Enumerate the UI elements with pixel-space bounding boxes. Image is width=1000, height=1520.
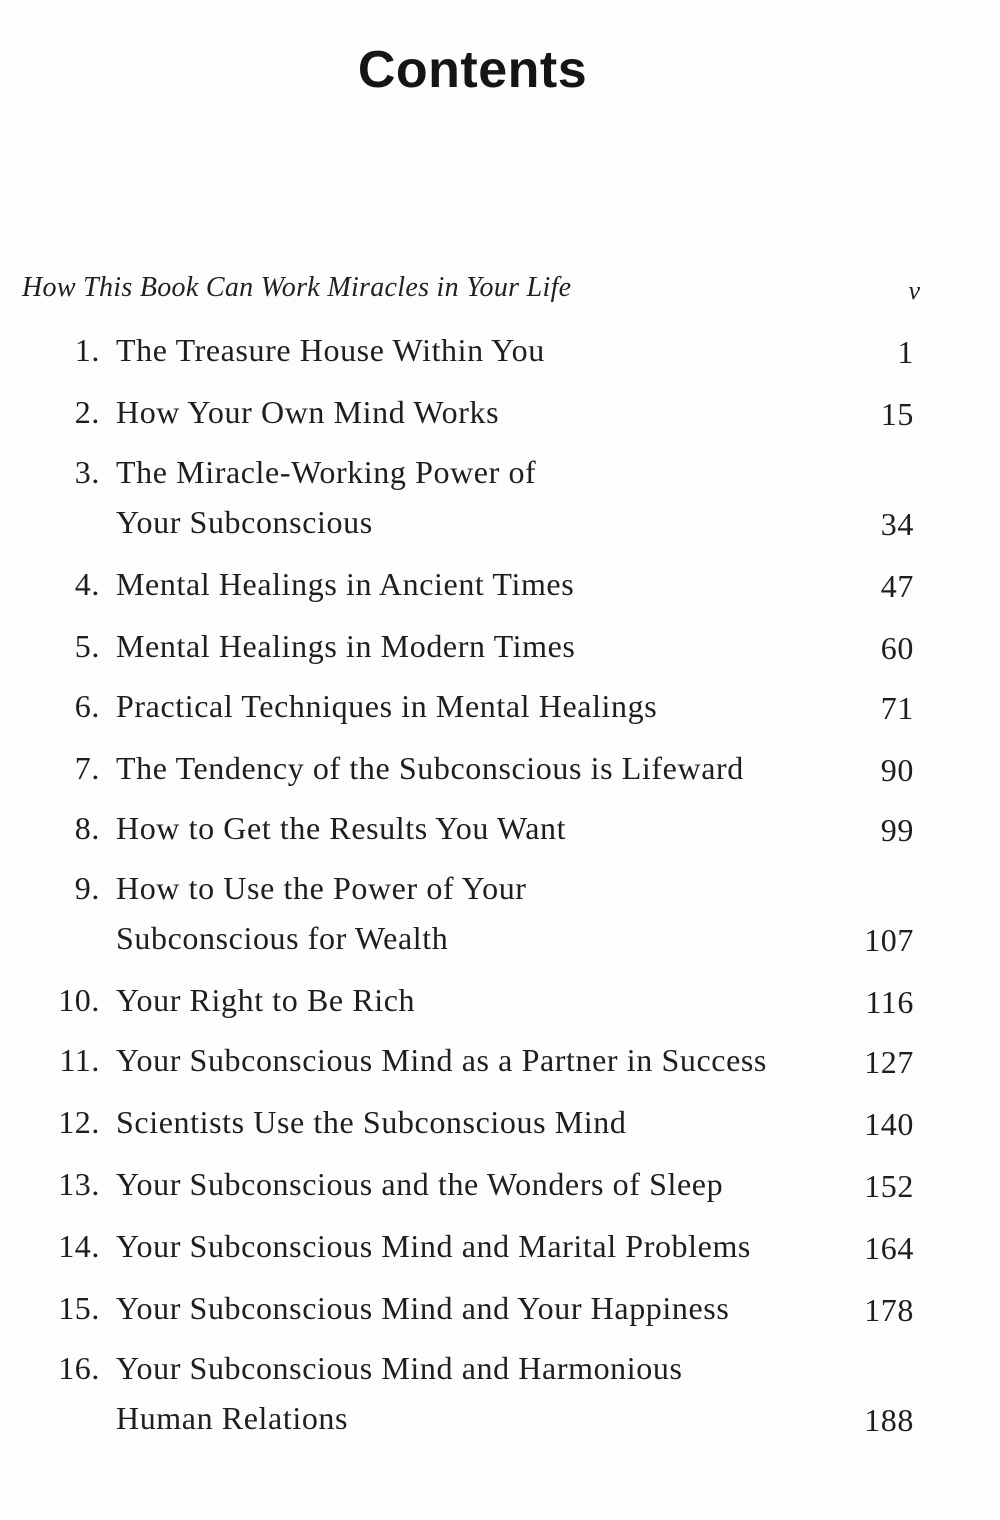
chapter-title: Mental Healings in Modern Times <box>116 628 576 664</box>
intro-title: How This Book Can Work Miracles in Your Life <box>22 272 572 303</box>
chapter-number: 10. <box>58 982 100 1018</box>
chapter-title: How to Get the Results You Want <box>116 810 567 846</box>
chapter-number: 8. <box>74 810 100 846</box>
chapter-title: Your Subconscious Mind and Harmonious <box>116 1350 683 1386</box>
chapter-number: 15. <box>58 1290 100 1326</box>
chapter-page-number: 71 <box>880 690 914 726</box>
chapter-number: 2. <box>74 394 100 430</box>
chapter-page-number: 107 <box>864 922 914 958</box>
chapter-number: 13. <box>58 1166 100 1202</box>
chapter-page-number: 15 <box>880 396 914 432</box>
chapter-number: 7. <box>74 750 100 786</box>
chapter-title: Mental Healings in Ancient Times <box>116 566 575 602</box>
chapter-title: Your Subconscious <box>116 504 373 540</box>
chapter-page-number: 140 <box>864 1106 914 1142</box>
chapter-title: Your Subconscious Mind and Your Happiness <box>116 1290 730 1326</box>
chapter-number: 1. <box>74 332 100 368</box>
chapter-page-number: 60 <box>880 630 914 666</box>
chapter-page-number: 188 <box>864 1402 914 1438</box>
chapter-page-number: 127 <box>864 1044 914 1080</box>
chapter-page-number: 178 <box>864 1292 914 1328</box>
chapter-title: How to Use the Power of Your <box>116 870 527 906</box>
chapter-number: 12. <box>58 1104 100 1140</box>
chapter-title: The Miracle-Working Power of <box>116 454 537 490</box>
chapter-page-number: 152 <box>864 1168 914 1204</box>
chapter-number: 5. <box>74 628 100 664</box>
chapter-page-number: 116 <box>865 984 914 1020</box>
chapter-title: Practical Techniques in Mental Healings <box>116 688 658 724</box>
chapter-number: 16. <box>58 1350 100 1386</box>
chapter-title: The Tendency of the Subconscious is Lifeward <box>116 750 744 786</box>
chapter-number: 3. <box>74 454 100 490</box>
chapter-number: 9. <box>74 870 100 906</box>
intro-page-number: v <box>908 276 920 305</box>
chapter-title: Human Relations <box>116 1400 349 1436</box>
chapter-page-number: 47 <box>880 568 914 604</box>
chapter-page-number: 34 <box>880 506 914 542</box>
chapter-title: Subconscious for Wealth <box>116 920 449 956</box>
chapter-title: Your Subconscious Mind as a Partner in Success <box>116 1042 767 1078</box>
chapter-page-number: 164 <box>864 1230 914 1266</box>
chapter-title: Your Subconscious Mind and Marital Problems <box>116 1228 751 1264</box>
page-title: Contents <box>357 41 588 99</box>
chapter-title: Your Right to Be Rich <box>116 982 416 1018</box>
chapter-number: 11. <box>59 1042 100 1078</box>
chapter-page-number: 90 <box>880 752 914 788</box>
chapter-title: How Your Own Mind Works <box>116 394 500 430</box>
chapter-title: Scientists Use the Subconscious Mind <box>116 1104 627 1140</box>
chapter-page-number: 99 <box>880 812 914 848</box>
chapter-number: 6. <box>74 688 100 724</box>
chapter-number: 4. <box>74 566 100 602</box>
chapter-title: Your Subconscious and the Wonders of Sleep <box>116 1166 724 1202</box>
chapter-number: 14. <box>58 1228 100 1264</box>
chapter-page-number: 1 <box>897 334 914 370</box>
chapter-title: The Treasure House Within You <box>116 332 545 368</box>
